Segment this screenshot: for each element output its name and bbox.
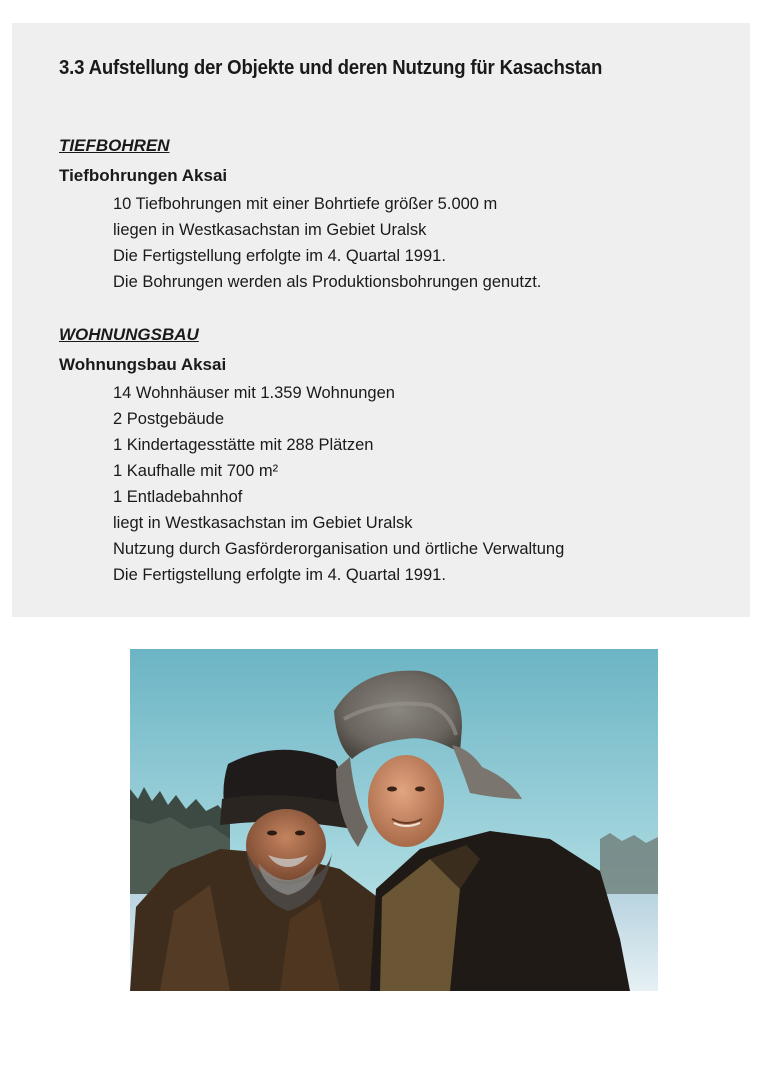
page-title: 3.3 Aufstellung der Objekte und deren Nutzung für Kasachstan (59, 57, 603, 79)
list-tiefbohren (59, 191, 541, 295)
subheading-tiefbohrungen-aksai: Tiefbohrungen Aksai (59, 166, 228, 185)
photo-two-men-winter (130, 649, 658, 991)
list-item: 2 Postgebäude (113, 410, 225, 428)
list-item: 14 Wohnhäuser mit 1.359 Wohnungen (113, 384, 395, 402)
section-heading-wohnungsbau: WOHNUNGSBAU (59, 325, 199, 344)
list-item: Nutzung durch Gasförderorganisation und örtliche Verwaltung (113, 540, 565, 558)
subheading-wohnungsbau-aksai: Wohnungsbau Aksai (59, 355, 227, 374)
section-wohnungsbau (59, 324, 564, 588)
section-heading-tiefbohren: TIEFBOHREN (59, 136, 170, 155)
list-item: liegen in Westkasachstan im Gebiet Uralsk (113, 221, 427, 239)
list-item: 1 Entladebahnhof (113, 488, 243, 506)
list-item: 10 Tiefbohrungen mit einer Bohrtiefe größer 5.000 m (113, 195, 498, 213)
text-panel (12, 23, 750, 617)
list-item: Die Fertigstellung erfolgte im 4. Quartal 1991. (113, 247, 446, 265)
list-item: Die Bohrungen werden als Produktionsbohrungen genutzt. (113, 273, 542, 291)
list-item: 1 Kaufhalle mit 700 m² (113, 462, 279, 480)
list-item: liegt in Westkasachstan im Gebiet Uralsk (113, 514, 413, 532)
list-wohnungsbau (59, 380, 564, 588)
section-tiefbohren (59, 135, 541, 295)
list-item: 1 Kindertagesstätte mit 288 Plätzen (113, 436, 374, 454)
list-item: Die Fertigstellung erfolgte im 4. Quartal 1991. (113, 566, 446, 584)
